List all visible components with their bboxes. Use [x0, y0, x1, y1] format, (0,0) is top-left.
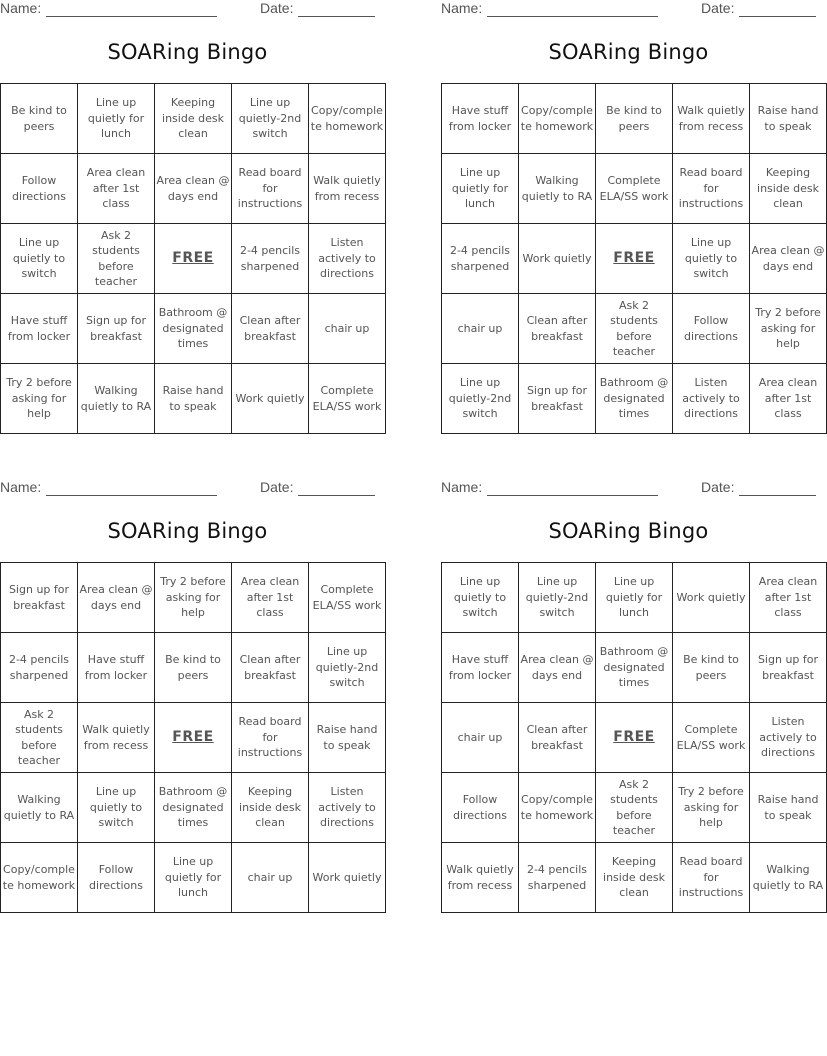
bingo-cell[interactable]: Line up quietly-2nd switch — [309, 633, 386, 703]
bingo-cell[interactable]: Sign up for breakfast — [519, 364, 596, 434]
card-title: SOARing Bingo — [548, 40, 709, 64]
bingo-cell[interactable]: Listen actively to directions — [673, 364, 750, 434]
bingo-cell[interactable]: Line up quietly to switch — [673, 224, 750, 294]
bingo-cell[interactable]: Try 2 before asking for help — [673, 773, 750, 843]
bingo-cell[interactable]: Copy/complete homework — [309, 84, 386, 154]
bingo-cell[interactable]: Ask 2 students before teacher — [596, 294, 673, 364]
bingo-row — [442, 703, 827, 773]
name-label: Name: — [441, 479, 483, 495]
bingo-cell[interactable]: chair up — [442, 294, 519, 364]
name-blank[interactable] — [487, 16, 658, 17]
bingo-cell[interactable]: Keeping inside desk clean — [155, 84, 232, 154]
bingo-grid — [0, 562, 386, 913]
bingo-cell[interactable]: Clean after breakfast — [232, 294, 309, 364]
bingo-cell[interactable]: Walk quietly from recess — [78, 703, 155, 773]
bingo-cell[interactable]: Line up quietly-2nd switch — [519, 563, 596, 633]
bingo-cell[interactable]: Complete ELA/SS work — [309, 563, 386, 633]
free-space[interactable]: FREE — [155, 224, 232, 294]
bingo-row — [1, 773, 386, 843]
bingo-cell[interactable]: Area clean @ days end — [155, 154, 232, 224]
bingo-cell[interactable]: Walk quietly from recess — [309, 154, 386, 224]
name-label: Name: — [441, 0, 483, 16]
bingo-cell[interactable]: Line up quietly-2nd switch — [232, 84, 309, 154]
bingo-cell[interactable]: Sign up for breakfast — [78, 294, 155, 364]
free-space[interactable]: FREE — [596, 224, 673, 294]
bingo-cell[interactable]: Area clean @ days end — [519, 633, 596, 703]
bingo-cell[interactable]: 2-4 pencils sharpened — [442, 224, 519, 294]
bingo-cell[interactable]: Walking quietly to RA — [750, 843, 827, 913]
bingo-cell[interactable]: Listen actively to directions — [309, 224, 386, 294]
bingo-cell[interactable]: Try 2 before asking for help — [155, 563, 232, 633]
bingo-cell[interactable]: Be kind to peers — [596, 84, 673, 154]
date-label: Date: — [260, 0, 294, 16]
name-blank[interactable] — [46, 16, 217, 17]
bingo-cell[interactable]: Complete ELA/SS work — [309, 364, 386, 434]
bingo-cell[interactable]: Have stuff from locker — [442, 84, 519, 154]
bingo-row — [442, 563, 827, 633]
bingo-cell[interactable]: Read board for instructions — [673, 154, 750, 224]
bingo-cell[interactable]: Ask 2 students before teacher — [1, 703, 78, 773]
bingo-cell[interactable]: Bathroom @ designated times — [596, 633, 673, 703]
date-label: Date: — [260, 479, 294, 495]
bingo-row — [1, 154, 386, 224]
card-title: SOARing Bingo — [107, 519, 268, 543]
bingo-row — [442, 294, 827, 364]
bingo-cell[interactable]: 2-4 pencils sharpened — [519, 843, 596, 913]
bingo-row — [442, 773, 827, 843]
bingo-cell[interactable]: Follow directions — [673, 294, 750, 364]
bingo-cell[interactable]: Line up quietly to switch — [1, 224, 78, 294]
bingo-cell[interactable]: Bathroom @ designated times — [155, 773, 232, 843]
bingo-cell[interactable]: Sign up for breakfast — [1, 563, 78, 633]
bingo-cell[interactable]: Line up quietly for lunch — [155, 843, 232, 913]
bingo-row — [442, 633, 827, 703]
bingo-cell[interactable]: Walking quietly to RA — [1, 773, 78, 843]
date-blank[interactable] — [739, 16, 816, 17]
bingo-row — [1, 224, 386, 294]
bingo-cell[interactable]: Raise hand to speak — [309, 703, 386, 773]
bingo-cell[interactable]: Keeping inside desk clean — [232, 773, 309, 843]
date-blank[interactable] — [298, 495, 375, 496]
bingo-cell[interactable]: Follow directions — [1, 154, 78, 224]
bingo-cell[interactable]: Walk quietly from recess — [673, 84, 750, 154]
bingo-cell[interactable]: Line up quietly for lunch — [442, 154, 519, 224]
bingo-row — [442, 364, 827, 434]
bingo-cell[interactable]: Work quietly — [673, 563, 750, 633]
bingo-cell[interactable]: Area clean after 1st class — [78, 154, 155, 224]
bingo-cell[interactable]: Work quietly — [309, 843, 386, 913]
bingo-cell[interactable]: Have stuff from locker — [1, 294, 78, 364]
date-label: Date: — [701, 0, 735, 16]
bingo-cell[interactable]: Copy/complete homework — [519, 773, 596, 843]
bingo-cell[interactable]: Line up quietly for lunch — [78, 84, 155, 154]
bingo-cell[interactable]: Complete ELA/SS work — [596, 154, 673, 224]
bingo-cell[interactable]: Be kind to peers — [155, 633, 232, 703]
bingo-row — [1, 84, 386, 154]
bingo-cell[interactable]: Area clean after 1st class — [750, 364, 827, 434]
name-label: Name: — [0, 479, 42, 495]
bingo-row — [1, 364, 386, 434]
bingo-cell[interactable]: Complete ELA/SS work — [673, 703, 750, 773]
bingo-cell[interactable]: Try 2 before asking for help — [1, 364, 78, 434]
free-space[interactable]: FREE — [155, 703, 232, 773]
bingo-row — [1, 703, 386, 773]
bingo-cell[interactable]: Have stuff from locker — [442, 633, 519, 703]
bingo-cell[interactable]: Follow directions — [442, 773, 519, 843]
bingo-cell[interactable]: Area clean @ days end — [750, 224, 827, 294]
bingo-cell[interactable]: Line up quietly-2nd switch — [442, 364, 519, 434]
bingo-cell[interactable]: Bathroom @ designated times — [596, 364, 673, 434]
bingo-cell[interactable]: chair up — [309, 294, 386, 364]
date-blank[interactable] — [739, 495, 816, 496]
bingo-cell[interactable]: Line up quietly to switch — [442, 563, 519, 633]
bingo-cell[interactable]: Clean after breakfast — [232, 633, 309, 703]
bingo-cell[interactable]: Copy/complete homework — [519, 84, 596, 154]
name-blank[interactable] — [487, 495, 658, 496]
card-title: SOARing Bingo — [107, 40, 268, 64]
bingo-cell[interactable]: Raise hand to speak — [155, 364, 232, 434]
bingo-grid — [441, 562, 827, 913]
bingo-cell[interactable]: Work quietly — [519, 224, 596, 294]
free-space[interactable]: FREE — [596, 703, 673, 773]
bingo-cell[interactable]: Walk quietly from recess — [442, 843, 519, 913]
card-title: SOARing Bingo — [548, 519, 709, 543]
bingo-cell[interactable]: Area clean after 1st class — [232, 563, 309, 633]
bingo-cell[interactable]: Listen actively to directions — [750, 703, 827, 773]
bingo-cell[interactable]: Work quietly — [232, 364, 309, 434]
bingo-cell[interactable]: Area clean @ days end — [78, 563, 155, 633]
bingo-cell[interactable]: Area clean after 1st class — [750, 563, 827, 633]
date-label: Date: — [701, 479, 735, 495]
bingo-cell[interactable]: Read board for instructions — [673, 843, 750, 913]
bingo-cell[interactable]: Line up quietly for lunch — [596, 563, 673, 633]
bingo-row — [1, 633, 386, 703]
bingo-cell[interactable]: Be kind to peers — [1, 84, 78, 154]
bingo-row — [1, 294, 386, 364]
bingo-grid — [0, 83, 386, 434]
bingo-cell[interactable]: Read board for instructions — [232, 154, 309, 224]
bingo-cell[interactable]: Keeping inside desk clean — [750, 154, 827, 224]
bingo-cell[interactable]: Line up quietly to switch — [78, 773, 155, 843]
bingo-cell[interactable]: Keeping inside desk clean — [596, 843, 673, 913]
bingo-cell[interactable]: chair up — [442, 703, 519, 773]
bingo-cell[interactable]: Bathroom @ designated times — [155, 294, 232, 364]
bingo-row — [1, 563, 386, 633]
bingo-cell[interactable]: Ask 2 students before teacher — [78, 224, 155, 294]
bingo-cell[interactable]: 2-4 pencils sharpened — [232, 224, 309, 294]
date-blank[interactable] — [298, 16, 375, 17]
bingo-cell[interactable]: Read board for instructions — [232, 703, 309, 773]
bingo-grid — [441, 83, 827, 434]
name-blank[interactable] — [46, 495, 217, 496]
bingo-row — [442, 154, 827, 224]
bingo-cell[interactable]: Raise hand to speak — [750, 773, 827, 843]
bingo-cell[interactable]: Sign up for breakfast — [750, 633, 827, 703]
bingo-cell[interactable]: chair up — [232, 843, 309, 913]
bingo-cell[interactable]: Have stuff from locker — [78, 633, 155, 703]
bingo-cell[interactable]: Walking quietly to RA — [519, 154, 596, 224]
bingo-cell[interactable]: Be kind to peers — [673, 633, 750, 703]
bingo-cell[interactable]: 2-4 pencils sharpened — [1, 633, 78, 703]
bingo-row — [442, 224, 827, 294]
bingo-cell[interactable]: Copy/complete homework — [1, 843, 78, 913]
bingo-cell[interactable]: Follow directions — [78, 843, 155, 913]
bingo-cell[interactable]: Ask 2 students before teacher — [596, 773, 673, 843]
bingo-row — [442, 84, 827, 154]
bingo-row — [1, 843, 386, 913]
name-label: Name: — [0, 0, 42, 16]
bingo-cell[interactable]: Clean after breakfast — [519, 294, 596, 364]
bingo-cell[interactable]: Clean after breakfast — [519, 703, 596, 773]
bingo-cell[interactable]: Listen actively to directions — [309, 773, 386, 843]
bingo-cell[interactable]: Walking quietly to RA — [78, 364, 155, 434]
bingo-cell[interactable]: Try 2 before asking for help — [750, 294, 827, 364]
bingo-cell[interactable]: Raise hand to speak — [750, 84, 827, 154]
bingo-row — [442, 843, 827, 913]
